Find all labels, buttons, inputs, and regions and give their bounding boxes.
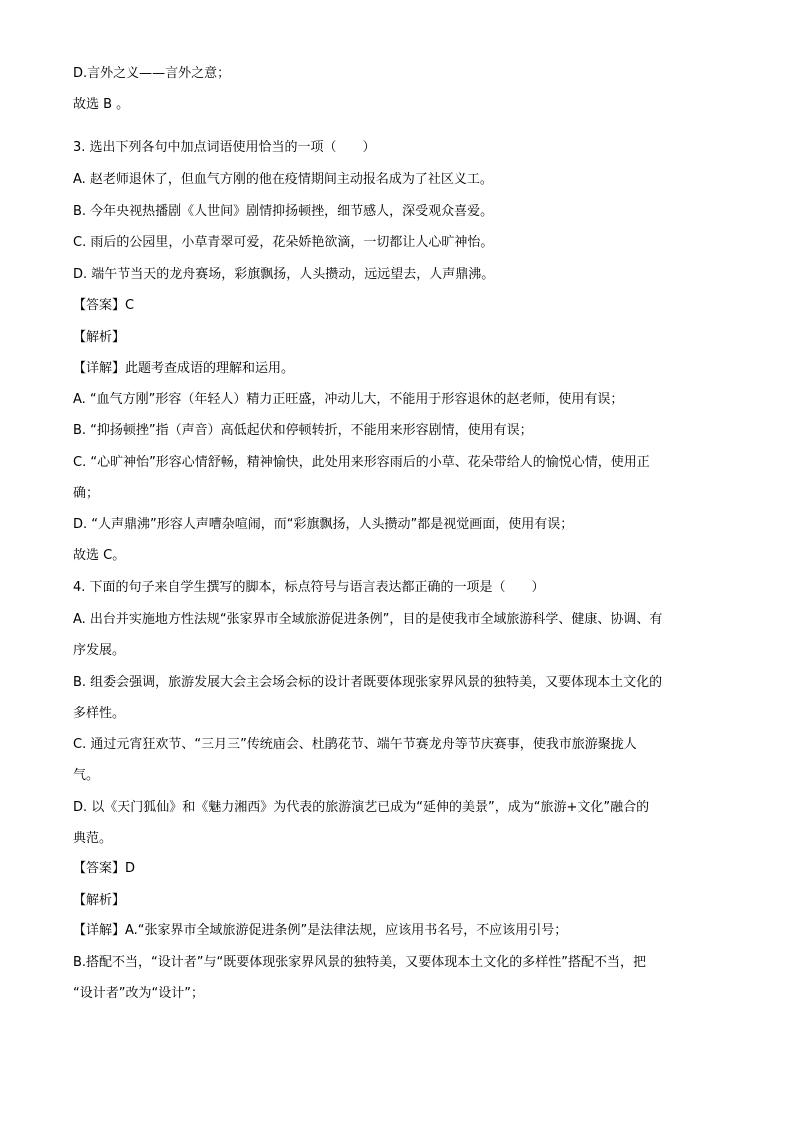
question-3-option-c: C. 雨后的公园里，小草青翠可爱，花朵娇艳欲滴，一切都让人心旷神怡。 <box>73 235 494 250</box>
question-3-stem: 3. 选出下列各句中加点词语使用恰当的一项（ ） <box>73 140 376 155</box>
question-3-option-b: B. 今年央视热播剧《人世间》剧情抑扬顿挫，细节感人，深受观众喜爱。 <box>73 204 494 219</box>
question-3-detail-b: B. “抑扬顿挫”指（声音）高低起伏和停顿转折，不能用来形容剧情，使用有误； <box>73 423 533 438</box>
question-3-option-d: D. 端午节当天的龙舟赛场，彩旗飘扬，人头攒动，远远望去，人声鼎沸。 <box>73 267 495 282</box>
question-3-detail-c-continued: 确； <box>73 486 100 501</box>
question-3-detail: 【详解】此题考查成语的理解和运用。 <box>73 361 295 376</box>
question-4-option-d-continued: 典范。 <box>73 831 113 846</box>
question-4-option-b-continued: 多样性。 <box>73 706 126 721</box>
question-4-stem: 4. 下面的句子来自学生撰写的脚本，标点符号与语言表达都正确的一项是（ ） <box>73 580 545 595</box>
question-4-option-d: D. 以《天门狐仙》和《魅力湘西》为代表的旅游演艺已成为“延伸的美景”，成为“旅游+文化”融合的 <box>73 800 650 815</box>
question-4-option-a: A. 出台并实施地方性法规“张家界市全域旅游促进条例”，目的是使我市全域旅游科学、健康、协调、有 <box>73 612 663 627</box>
question-4-detail-b-continued: “设计者”改为“设计”； <box>73 986 204 1001</box>
question-4-option-c: C. 通过元宵狂欢节、“三月三”传统庙会、杜鹃花节、端午节赛龙舟等节庆赛事，使我市旅游聚拢人 <box>73 737 637 752</box>
text-line-conclusion-b: 故选 B 。 <box>73 97 130 112</box>
text-line-option-d-previous: D.言外之义——言外之意； <box>73 66 231 81</box>
question-3-option-a: A. 赵老师退休了，但血气方刚的他在疫情期间主动报名成为了社区义工。 <box>73 172 493 187</box>
question-4-option-b: B. 组委会强调，旅游发展大会主会场会标的设计者既要体现张家界风景的独特美，又要体现本土文化的 <box>73 675 663 690</box>
question-3-detail-d: D. “人声鼎沸”形容人声嘈杂喧闹，而“彩旗飘扬，人头攒动”都是视觉画面，使用有误； <box>73 517 574 532</box>
question-3-answer: 【答案】C <box>73 298 135 313</box>
question-3-conclusion: 故选 C。 <box>73 548 126 563</box>
question-3-analysis-heading: 【解析】 <box>73 330 126 345</box>
question-3-detail-c: C. “心旷神怡”形容心情舒畅，精神愉快，此处用来形容雨后的小草、花朵带给人的愉悦心情，使用正 <box>73 455 650 470</box>
question-4-option-a-continued: 序发展。 <box>73 643 126 658</box>
question-3-detail-a: A. “血气方刚”形容（年轻人）精力正旺盛，冲动儿大，不能用于形容退休的赵老师，使用有误； <box>73 392 624 407</box>
question-4-analysis-heading: 【解析】 <box>73 893 126 908</box>
question-4-answer: 【答案】D <box>73 861 136 876</box>
question-4-detail-a: 【详解】A.“张家界市全域旅游促进条例”是法律法规，应该用书名号，不应该用引号； <box>73 923 568 938</box>
question-4-detail-b: B.搭配不当，“设计者”与“既要体现张家界风景的独特美，又要体现本土文化的多样性”搭配不当，把 <box>73 955 646 970</box>
question-4-option-c-continued: 气。 <box>73 768 100 783</box>
